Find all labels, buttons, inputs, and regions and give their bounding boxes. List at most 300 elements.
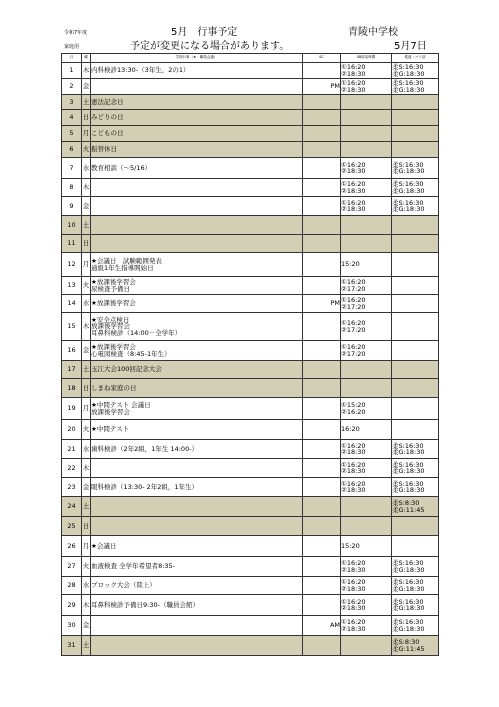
event-text: みどりの日 — [91, 113, 124, 122]
day-number: 23 — [62, 478, 82, 497]
event-cell — [91, 277, 303, 295]
club-time: ①16:20 — [341, 343, 366, 351]
club-time: ①16:20 — [341, 479, 366, 488]
table-row — [62, 398, 439, 420]
weekday: 月 — [82, 126, 91, 142]
sc-cell — [303, 536, 341, 557]
event-text: 血液検査 全学年希望者8:35- — [91, 562, 176, 571]
judo-badminton-time: 柔G:18:30 — [392, 467, 425, 475]
event-cell — [91, 459, 303, 478]
club-time: ②18:30 — [341, 584, 366, 593]
club-time: ②18:30 — [341, 448, 366, 456]
day-number: 3 — [62, 95, 82, 110]
event-text: 内科検診13:30-（3年生，2の1） — [91, 66, 190, 75]
day-number: 22 — [62, 459, 82, 478]
event-cell — [91, 313, 303, 341]
event-cell — [91, 420, 303, 440]
table-row — [62, 459, 439, 478]
judo-badminton-cell — [392, 616, 439, 636]
event-cell — [91, 379, 303, 398]
judo-badminton-cell — [392, 577, 439, 595]
club-time: ②17:20 — [341, 302, 366, 311]
table-row — [62, 341, 439, 361]
table-row — [62, 79, 439, 95]
judo-badminton-cell — [392, 179, 439, 197]
club-time-cell — [341, 158, 392, 179]
weekday: 金 — [82, 616, 91, 636]
event-text: 尿検査予備日 — [91, 284, 130, 293]
table-row — [62, 142, 439, 158]
weekday: 水 — [82, 577, 91, 595]
event-cell — [91, 577, 303, 595]
table-row — [62, 313, 439, 341]
club-time-cell — [341, 616, 392, 636]
club-time-cell — [341, 63, 392, 79]
event-text: 放課後学習会 — [91, 407, 130, 416]
table-row — [62, 517, 439, 536]
event-cell — [91, 253, 303, 277]
table-row — [62, 63, 439, 79]
day-number: 14 — [62, 295, 82, 313]
day-number: 29 — [62, 595, 82, 616]
weekday: 土 — [82, 636, 91, 656]
club-time-cell — [341, 517, 392, 536]
day-number: 19 — [62, 398, 82, 420]
sc-cell — [303, 253, 341, 277]
club-time: ②18:30 — [341, 604, 366, 612]
sc-cell — [303, 420, 341, 440]
day-number: 6 — [62, 142, 82, 158]
club-time: ①16:20 — [341, 460, 366, 469]
club-time: ②18:30 — [341, 85, 366, 94]
club-time: 16:20 — [341, 425, 360, 434]
event-text: 眼科検診（13:30- 2年2組，1年生） — [91, 482, 199, 491]
sc-cell — [303, 517, 341, 536]
day-number: 1 — [62, 63, 82, 79]
sc-cell — [303, 277, 341, 295]
judo-badminton-time: 柔S:8:30 — [392, 499, 420, 507]
club-time: ①16:20 — [341, 597, 366, 606]
weekday: 金 — [82, 79, 91, 95]
club-time-cell — [341, 126, 392, 142]
day-number: 9 — [62, 197, 82, 216]
club-time: ②18:30 — [341, 486, 366, 494]
judo-badminton-time: 柔S:16:30 — [392, 479, 424, 488]
weekday: 金 — [82, 341, 91, 361]
column-header: SC — [303, 54, 341, 63]
day-number: 18 — [62, 379, 82, 398]
club-time-cell — [341, 595, 392, 616]
event-cell — [91, 497, 303, 517]
event-cell — [91, 179, 303, 197]
school-name: 青陵中学校 — [348, 27, 398, 38]
judo-badminton-cell — [392, 142, 439, 158]
event-text: ★放課後学習会 — [91, 278, 136, 286]
weekday: 火 — [82, 142, 91, 158]
club-time: ①16:20 — [341, 160, 366, 169]
sc-cell — [303, 459, 341, 478]
day-number: 30 — [62, 616, 82, 636]
day-number: 12 — [62, 253, 82, 277]
table-row — [62, 197, 439, 216]
judo-badminton-cell — [392, 95, 439, 110]
judo-badminton-cell — [392, 341, 439, 361]
judo-badminton-time: 柔G:18:30 — [392, 205, 425, 213]
weekday: 日 — [82, 110, 91, 126]
audience-label: 家庭用 — [64, 44, 80, 50]
table-row — [62, 577, 439, 595]
column-header: 日 — [62, 54, 82, 63]
judo-badminton-time: 柔G:18:30 — [392, 69, 425, 78]
sc-cell — [303, 440, 341, 459]
weekday: 木 — [82, 63, 91, 79]
judo-badminton-time: 柔S:16:30 — [392, 180, 424, 188]
table-row — [62, 616, 439, 636]
day-number: 13 — [62, 277, 82, 295]
judo-badminton-cell — [392, 379, 439, 398]
judo-badminton-time: 柔G:18:30 — [392, 565, 425, 574]
judo-badminton-time: 柔S:16:30 — [392, 441, 424, 450]
table-row — [62, 420, 439, 440]
event-cell — [91, 235, 303, 253]
judo-badminton-cell — [392, 158, 439, 179]
sc-cell — [303, 158, 341, 179]
event-cell — [91, 126, 303, 142]
event-cell — [91, 158, 303, 179]
club-time: ②17:20 — [341, 325, 366, 334]
event-text: 耳鼻科検診（14:00－全学年） — [91, 328, 182, 337]
table-row — [62, 478, 439, 497]
judo-badminton-cell — [392, 420, 439, 440]
event-cell — [91, 79, 303, 95]
weekday: 月 — [82, 253, 91, 277]
sc-cell — [303, 361, 341, 379]
club-time-cell — [341, 95, 392, 110]
judo-badminton-time: 柔G:18:30 — [392, 584, 425, 593]
judo-badminton-cell — [392, 235, 439, 253]
event-cell — [91, 295, 303, 313]
weekday: 金 — [82, 478, 91, 497]
judo-badminton-cell — [392, 313, 439, 341]
judo-badminton-time: 柔G:18:30 — [392, 448, 425, 456]
club-time-cell — [341, 459, 392, 478]
judo-badminton-cell — [392, 398, 439, 420]
table-row — [62, 179, 439, 197]
club-time-cell — [341, 277, 392, 295]
weekday: 火 — [82, 557, 91, 577]
event-text: ★会議日 — [91, 541, 117, 550]
event-text: 歯科検診（2年2組，1年生 14:00-） — [91, 444, 199, 453]
club-time-cell — [341, 197, 392, 216]
sc-cell — [303, 235, 341, 253]
judo-badminton-time: 柔S:16:30 — [392, 63, 424, 71]
judo-badminton-cell — [392, 595, 439, 616]
judo-badminton-time: 柔G:18:30 — [392, 167, 425, 175]
sc-cell — [303, 126, 341, 142]
sc-cell — [303, 497, 341, 517]
sc-cell — [303, 379, 341, 398]
club-time-cell — [341, 440, 392, 459]
club-time: ①16:20 — [341, 278, 366, 286]
event-text: こどもの日 — [91, 129, 124, 138]
event-cell — [91, 557, 303, 577]
event-text: 振替休日 — [91, 145, 117, 154]
day-number: 20 — [62, 420, 82, 440]
club-time: ②17:20 — [341, 349, 366, 358]
club-time: ②18:30 — [341, 624, 366, 633]
club-time: ①16:20 — [341, 198, 366, 207]
weekday: 月 — [82, 536, 91, 557]
sc-cell — [303, 63, 341, 79]
event-text: 心電図検査（8:45-1年生） — [91, 349, 171, 358]
event-cell — [91, 440, 303, 459]
judo-badminton-cell — [392, 517, 439, 536]
event-cell — [91, 398, 303, 420]
judo-badminton-time: 柔G:18:30 — [392, 85, 425, 94]
judo-badminton-time: 柔S:16:30 — [392, 578, 424, 586]
club-time: ①16:20 — [341, 63, 366, 71]
weekday: 土 — [82, 361, 91, 379]
sc-cell — [303, 179, 341, 197]
club-time-cell — [341, 79, 392, 95]
judo-badminton-time: 柔G:18:30 — [392, 186, 425, 195]
sc-cell — [303, 478, 341, 497]
table-row — [62, 497, 439, 517]
schedule-body — [62, 63, 439, 656]
event-text: 通級1年生指導開始日 — [91, 263, 154, 272]
judo-badminton-time: 柔S:16:30 — [392, 559, 424, 567]
club-time-cell — [341, 536, 392, 557]
event-cell — [91, 63, 303, 79]
judo-badminton-time: 柔S:16:30 — [392, 597, 424, 606]
event-cell — [91, 341, 303, 361]
weekday: 火 — [82, 277, 91, 295]
club-time: ②16:20 — [341, 407, 366, 416]
day-number: 21 — [62, 440, 82, 459]
sc-cell: AM — [303, 616, 341, 636]
table-row — [62, 557, 439, 577]
club-time: 15:20 — [341, 260, 360, 269]
club-time: ①16:20 — [341, 441, 366, 450]
judo-badminton-time: 柔S:16:30 — [392, 460, 424, 469]
day-number: 28 — [62, 577, 82, 595]
club-time-cell — [341, 361, 392, 379]
club-time-cell — [341, 420, 392, 440]
table-row — [62, 440, 439, 459]
club-time: ②18:30 — [341, 565, 366, 574]
sc-cell — [303, 595, 341, 616]
club-time-cell — [341, 341, 392, 361]
judo-badminton-cell — [392, 79, 439, 95]
event-cell — [91, 361, 303, 379]
sc-cell — [303, 110, 341, 126]
judo-badminton-cell — [392, 197, 439, 216]
judo-badminton-time: 柔G:18:30 — [392, 604, 425, 612]
weekday: 日 — [82, 235, 91, 253]
judo-badminton-cell — [392, 63, 439, 79]
sc-cell — [303, 197, 341, 216]
club-time: ②18:30 — [341, 467, 366, 475]
event-text: ★放課後学習会 — [91, 299, 136, 308]
event-text: ブロック大会（陸上） — [91, 581, 156, 590]
event-text: 玉江大会100回記念大会 — [91, 365, 162, 374]
event-text: しまね家庭の日 — [91, 383, 137, 392]
club-time: ①16:20 — [341, 578, 366, 586]
club-time-cell — [341, 253, 392, 277]
table-row — [62, 595, 439, 616]
club-time-cell — [341, 557, 392, 577]
sc-cell — [303, 95, 341, 110]
club-time-cell — [341, 313, 392, 341]
judo-badminton-cell — [392, 361, 439, 379]
schedule-table — [61, 53, 439, 656]
judo-badminton-cell — [392, 536, 439, 557]
day-number: 5 — [62, 126, 82, 142]
table-row — [62, 536, 439, 557]
club-time-cell — [341, 497, 392, 517]
event-text: ★会議日 試験範囲発表 — [91, 257, 162, 265]
event-cell — [91, 595, 303, 616]
club-time-cell — [341, 142, 392, 158]
event-cell — [91, 478, 303, 497]
event-cell — [91, 110, 303, 126]
sc-cell — [303, 341, 341, 361]
column-header: 学校行事（★：職員会議） — [91, 54, 303, 63]
table-row — [62, 295, 439, 313]
club-time: ②18:30 — [341, 167, 366, 175]
table-row — [62, 126, 439, 142]
column-header: SB部活時間 — [341, 54, 392, 63]
day-number: 17 — [62, 361, 82, 379]
day-number: 10 — [62, 216, 82, 235]
judo-badminton-time: 柔S:16:30 — [392, 618, 424, 626]
club-time-cell — [341, 235, 392, 253]
change-notice: 予定が変更になる場合があります。 — [130, 41, 290, 52]
sc-cell — [303, 557, 341, 577]
weekday: 木 — [82, 313, 91, 341]
sc-cell — [303, 398, 341, 420]
judo-badminton-cell — [392, 110, 439, 126]
table-row — [62, 636, 439, 656]
weekday: 水 — [82, 295, 91, 313]
club-time: ①15:20 — [341, 401, 366, 409]
club-time-cell — [341, 636, 392, 656]
day-number: 24 — [62, 497, 82, 517]
club-time: ①16:20 — [341, 180, 366, 188]
event-text: ★安全点検日 — [91, 315, 130, 324]
club-time: ①16:20 — [341, 618, 366, 626]
table-row — [62, 110, 439, 126]
table-row — [62, 361, 439, 379]
weekday: 土 — [82, 497, 91, 517]
judo-badminton-time: 柔S:16:30 — [392, 79, 424, 87]
day-number: 7 — [62, 158, 82, 179]
sc-cell — [303, 313, 341, 341]
judo-badminton-cell — [392, 636, 439, 656]
day-number: 16 — [62, 341, 82, 361]
weekday: 木 — [82, 595, 91, 616]
club-time: ①16:20 — [341, 296, 366, 304]
column-header: 柔道・バド部 — [392, 54, 439, 63]
event-text: ★中間テスト 会議日 — [91, 401, 151, 409]
table-row — [62, 277, 439, 295]
weekday: 木 — [82, 179, 91, 197]
judo-badminton-time: 柔G:18:30 — [392, 486, 425, 494]
judo-badminton-time: 柔S:16:30 — [392, 198, 424, 207]
club-time-cell — [341, 216, 392, 235]
table-row — [62, 379, 439, 398]
club-time-cell — [341, 478, 392, 497]
weekday: 土 — [82, 216, 91, 235]
issue-date: 5月7日 — [394, 41, 427, 52]
club-time: ②18:30 — [341, 186, 366, 195]
judo-badminton-cell — [392, 216, 439, 235]
weekday: 金 — [82, 197, 91, 216]
day-number: 4 — [62, 110, 82, 126]
event-cell — [91, 142, 303, 158]
table-row — [62, 158, 439, 179]
fiscal-year-label: 令和7年度 — [64, 30, 88, 36]
club-time-cell — [341, 379, 392, 398]
judo-badminton-cell — [392, 478, 439, 497]
day-number: 8 — [62, 179, 82, 197]
day-number: 27 — [62, 557, 82, 577]
judo-badminton-cell — [392, 440, 439, 459]
sc-cell — [303, 577, 341, 595]
judo-badminton-time: 柔S:8:30 — [392, 638, 420, 646]
day-number: 11 — [62, 235, 82, 253]
club-time-cell — [341, 398, 392, 420]
table-row — [62, 95, 439, 110]
club-time-cell — [341, 295, 392, 313]
event-cell — [91, 95, 303, 110]
event-text: 耳鼻科検診予備日9:30-（職員会館） — [91, 600, 199, 609]
event-cell — [91, 536, 303, 557]
day-number: 31 — [62, 636, 82, 656]
event-text: 憲法記念日 — [91, 97, 124, 106]
event-cell — [91, 517, 303, 536]
club-time: ①16:20 — [341, 559, 366, 567]
day-number: 25 — [62, 517, 82, 536]
column-header: 曜 — [82, 54, 91, 63]
event-text: 放課後学習会 — [91, 322, 130, 331]
judo-badminton-cell — [392, 253, 439, 277]
event-text: ★中間テスト — [91, 425, 130, 434]
judo-badminton-cell — [392, 277, 439, 295]
judo-badminton-time: 柔G:11:45 — [392, 644, 425, 653]
club-time: ①16:20 — [341, 79, 366, 87]
weekday: 月 — [82, 398, 91, 420]
judo-badminton-time: 柔G:18:30 — [392, 624, 425, 633]
event-cell — [91, 616, 303, 636]
weekday: 土 — [82, 95, 91, 110]
club-time-cell — [341, 577, 392, 595]
weekday: 日 — [82, 517, 91, 536]
day-number: 2 — [62, 79, 82, 95]
page-title: 5月 行事予定 — [171, 27, 238, 38]
weekday: 水 — [82, 440, 91, 459]
club-time-cell — [341, 110, 392, 126]
sc-cell: PM — [303, 295, 341, 313]
event-cell — [91, 216, 303, 235]
day-number: 15 — [62, 313, 82, 341]
sc-cell — [303, 216, 341, 235]
sc-cell: PM — [303, 79, 341, 95]
table-row — [62, 216, 439, 235]
table-row — [62, 235, 439, 253]
club-time: ②18:30 — [341, 205, 366, 213]
event-cell — [91, 197, 303, 216]
